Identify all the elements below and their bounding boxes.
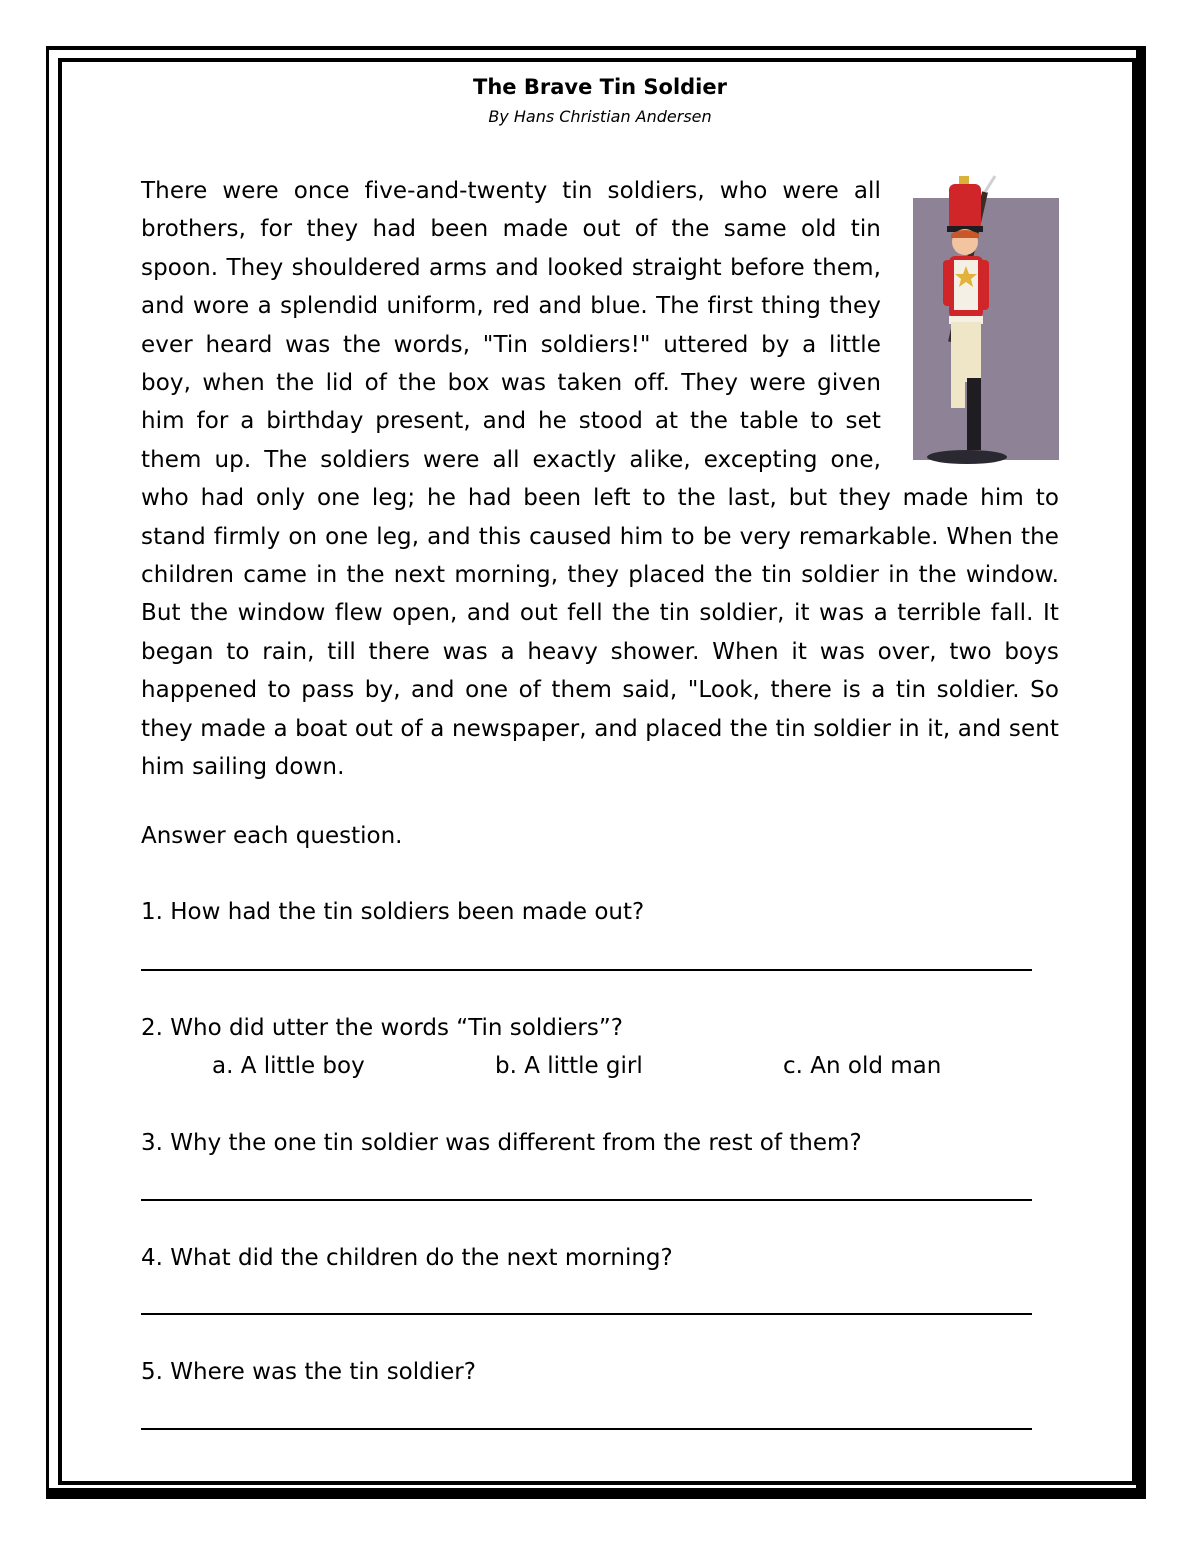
- answer-line-3[interactable]: [141, 1199, 1032, 1201]
- trousers: [951, 322, 981, 382]
- question-4: 4. What did the children do the next morning?: [141, 1245, 673, 1271]
- option-c[interactable]: c. An old man: [783, 1053, 942, 1079]
- question-5: 5. Where was the tin soldier?: [141, 1359, 476, 1385]
- author-byline: By Hans Christian Andersen: [488, 107, 712, 126]
- question-1: 1. How had the tin soldiers been made out?: [141, 899, 645, 925]
- stand-base: [927, 450, 1007, 464]
- bayonet: [985, 176, 995, 192]
- instructions: Answer each question.: [141, 823, 403, 849]
- left-arm: [943, 260, 953, 306]
- page-title: The Brave Tin Soldier: [473, 75, 727, 99]
- answer-line-1[interactable]: [141, 969, 1032, 971]
- answer-line-5[interactable]: [141, 1428, 1032, 1430]
- question-2: 2. Who did utter the words “Tin soldiers”?: [141, 1015, 623, 1041]
- illustration-background: [913, 198, 1059, 460]
- story-paragraph: There were once five-and-twenty tin soldiers, who were all brothers, for they had been made out of the same old tin spoon. They shouldered arms and looked straight before them, and wore a splendid uniform, red and blue. The first thing they ever heard was the words, "Tin soldiers!" uttered by a little boy, when the lid of the box was taken off. They were given him for a birthday present, and he stood at the table to set them up. The soldiers were all exactly alike, excepting one, who had only one leg; he had been left to the last, but they made him to stand firmly on one leg, and this caused him to be very remarkable. When the children came in the next morning, they placed the tin soldier in the window. But the window flew open, and out fell the tin soldier, it was a terrible fall. It began to rain, till there was a heavy shower. When it was over, two boys happened to pass by, and one of them said, "Look, there is a tin soldier. So they made a boat out of a newspaper, and placed the tin soldier in it, and sent him sailing down.: [141, 178, 1059, 781]
- tin-soldier-illustration: [899, 172, 1059, 467]
- question-3: 3. Why the one tin soldier was different from the rest of them?: [141, 1130, 862, 1156]
- option-b[interactable]: b. A little girl: [495, 1053, 643, 1079]
- story-text-block: [141, 172, 1059, 787]
- boot-leg: [967, 378, 981, 450]
- answer-line-4[interactable]: [141, 1313, 1032, 1315]
- missing-leg-stump: [951, 378, 965, 408]
- option-a[interactable]: a. A little boy: [212, 1053, 365, 1079]
- right-arm: [979, 260, 989, 310]
- shako-hat: [949, 184, 981, 230]
